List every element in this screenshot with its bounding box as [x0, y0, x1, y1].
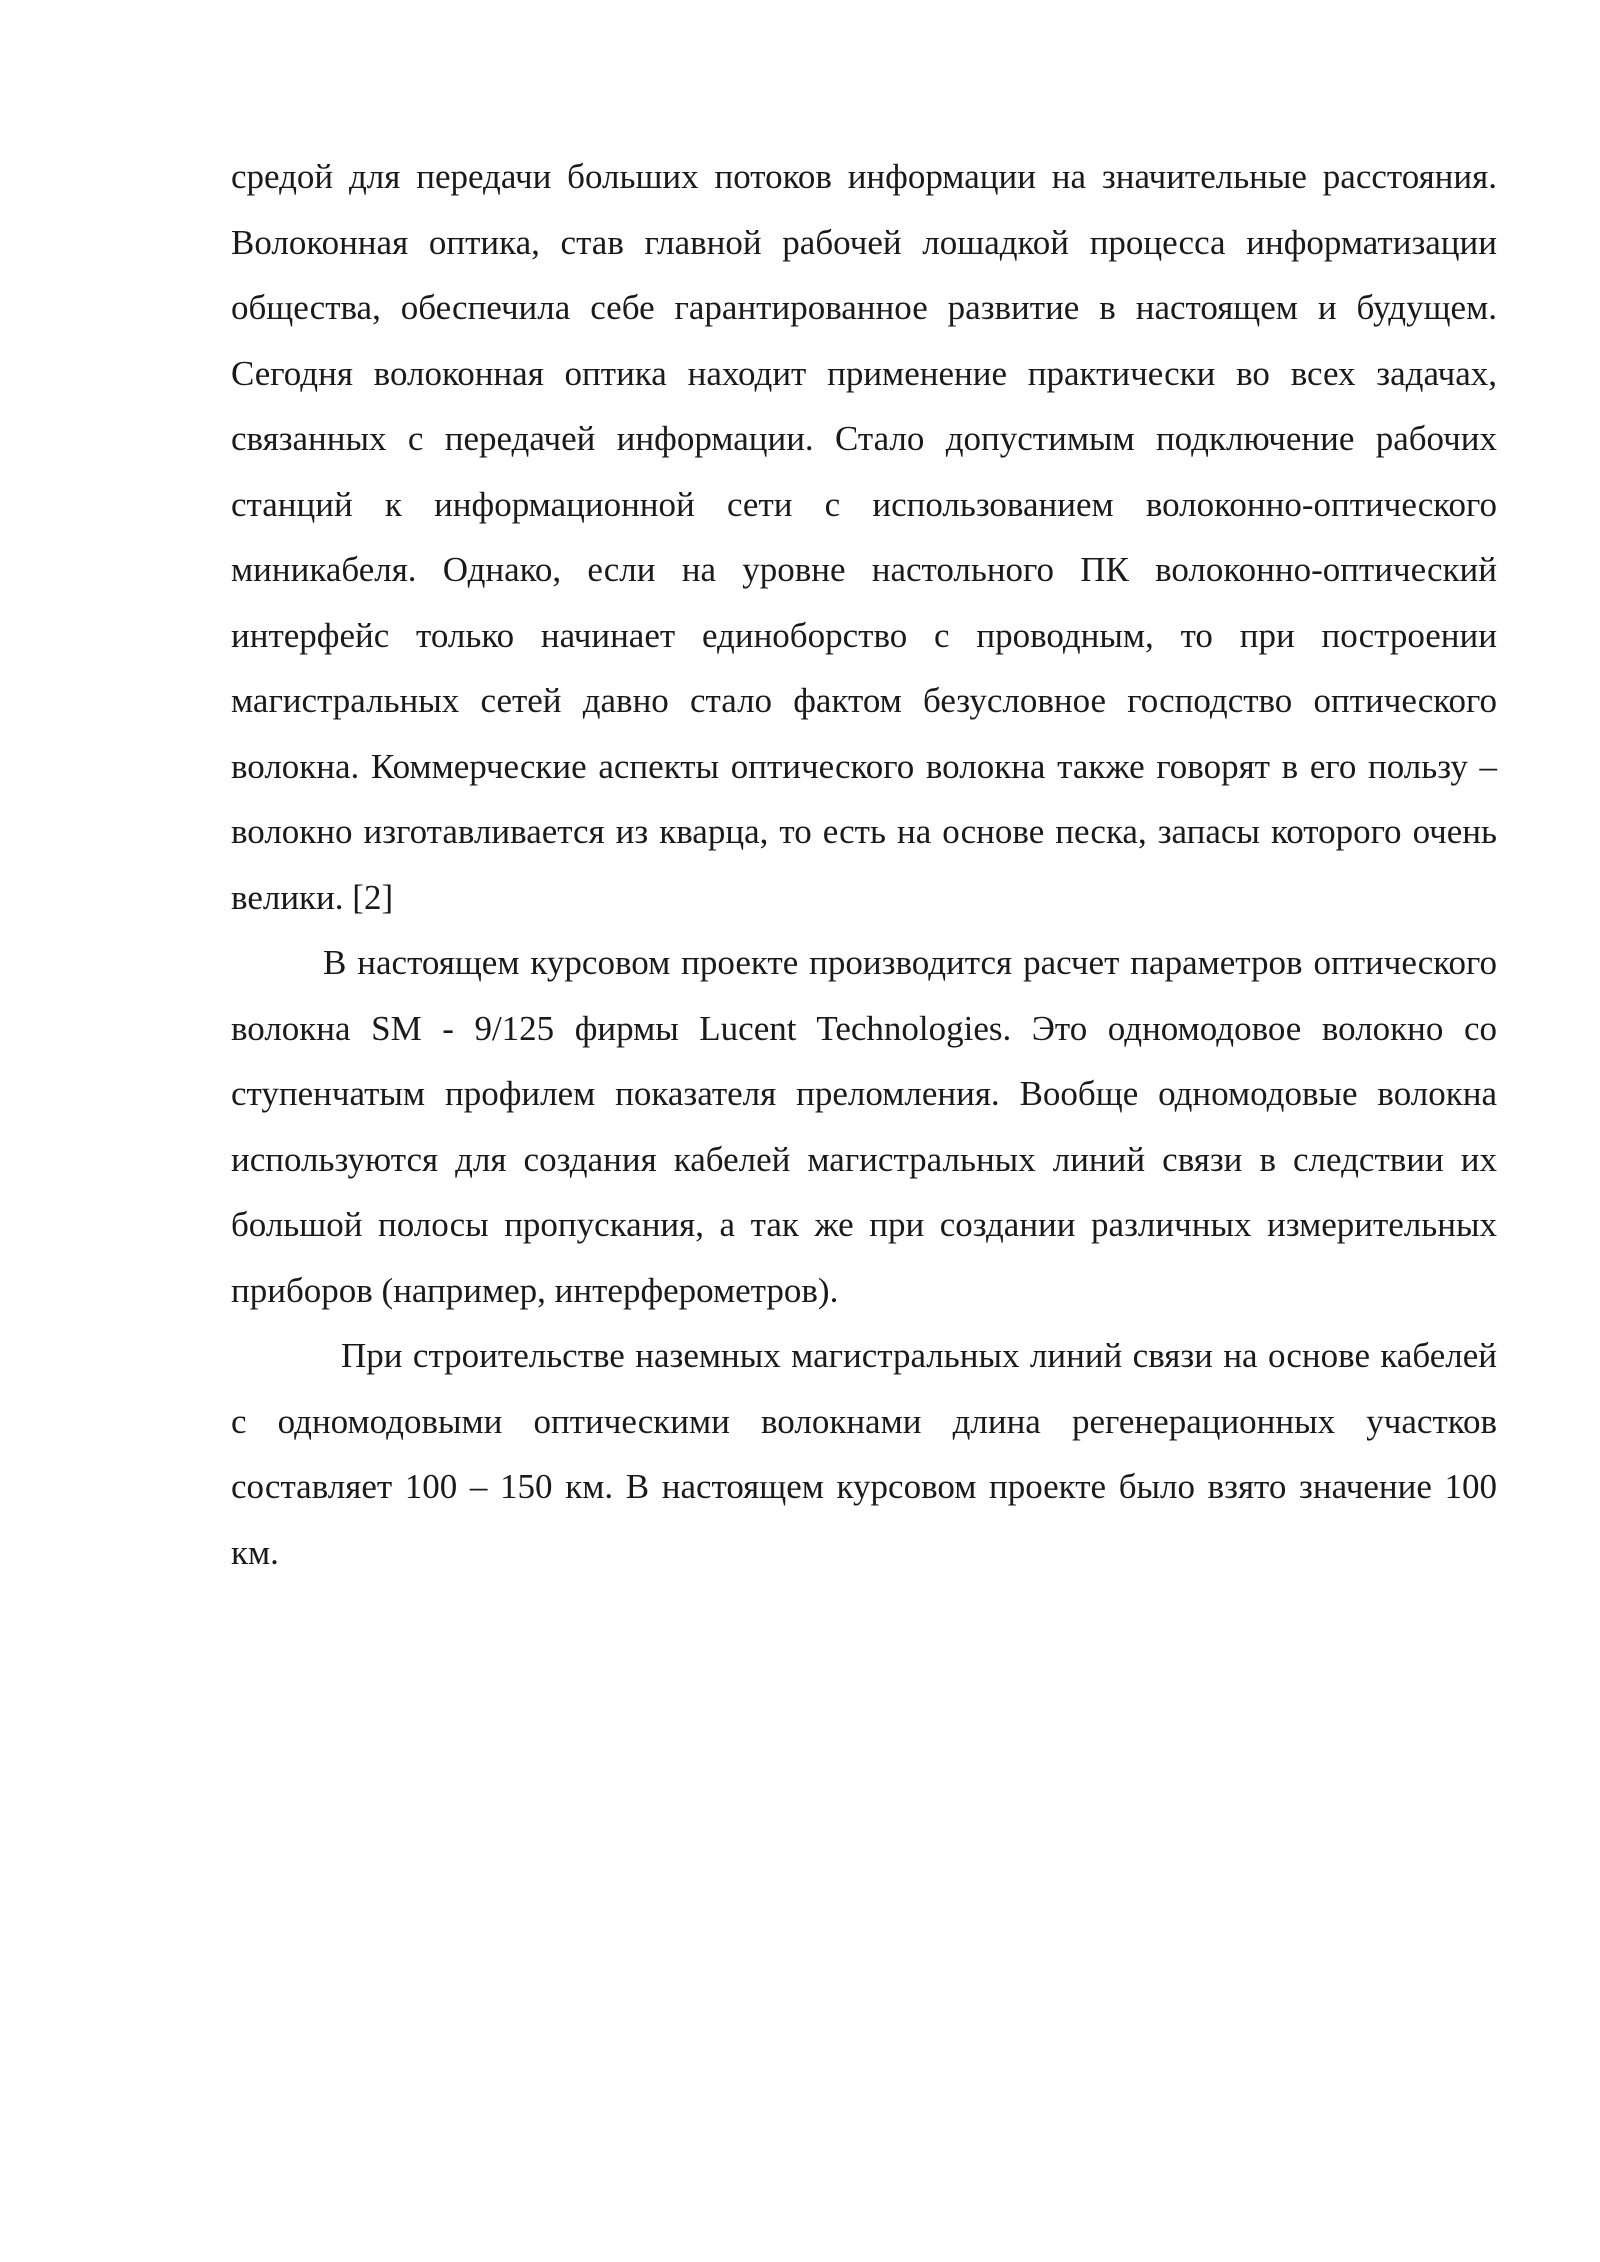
body-text — [231, 144, 1497, 1585]
paragraph-2: В настоящем курсовом проекте производится расчет параметров оптического волокна SM - 9/125 фирмы Lucent Technologies. Это одномодовое волокно со ступенчатым профилем показателя преломления. Вообще одномодовые волокна используются для создания кабелей магистральных линий связи в следствии их большой полосы пропускания, а так же при создании различных измерительных приборов (например, интерферометров). — [231, 943, 1497, 1310]
paragraph-3: При строительстве наземных магистральных линий связи на основе кабелей с одномодовыми оптическими волокнами длина регенерационных участков составляет 100 – 150 км. В настоящем курсовом проекте было взято значение 100 км. — [231, 1336, 1497, 1572]
paragraph-1: средой для передачи больших потоков информации на значительные расстояния. Волоконная оптика, став главной рабочей лошадкой процесса информатизации общества, обеспечила себе гарантированное развитие в настоящем и будущем. Сегодня волоконная оптика находит применение практически во всех задачах, связанных с передачей информации. Стало допустимым подключение рабочих станций к информационной сети с использованием волоконно-оптического миникабеля. Однако, если на уровне настольного ПК волоконно-оптический интерфейс только начинает единоборство с проводным, то при построении магистральных сетей давно стало фактом безусловное господство оптического волокна. Коммерческие аспекты оптического волокна также говорят в его пользу – волокно изготавливается из кварца, то есть на основе песка, запасы которого очень велики. [2] — [231, 157, 1497, 917]
